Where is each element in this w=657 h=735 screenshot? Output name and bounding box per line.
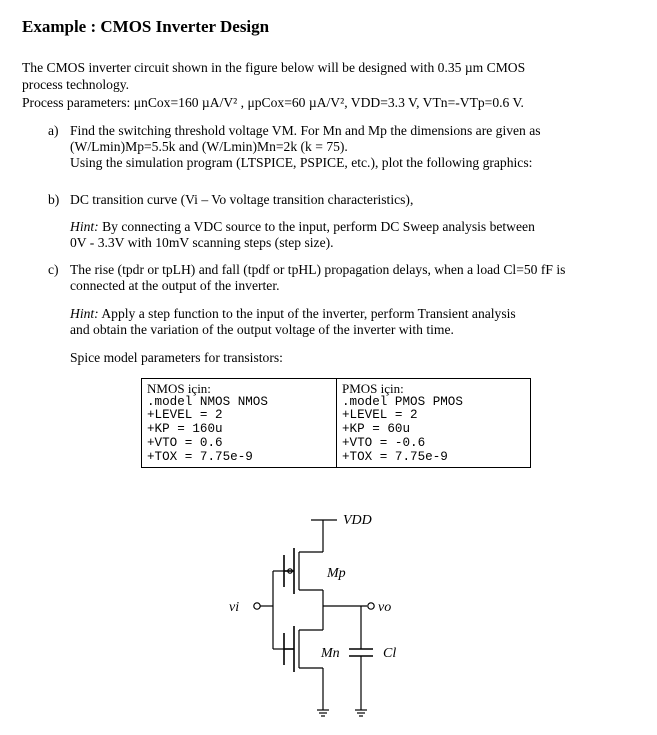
param-up-cox: μpCox=60 µA/V² <box>247 95 345 110</box>
nmos-model-line: .model NMOS NMOS <box>147 394 268 409</box>
intro-text-1: The CMOS inverter circuit shown in the figure below will be designed with 0.35 µm CMOS <box>22 60 526 75</box>
ground-symbol-nmos <box>317 710 329 716</box>
item-c-label: c) <box>48 262 59 277</box>
pmos-model-line: +TOX = 7.75e-9 <box>342 449 448 464</box>
pmos-model-line: +KP = 60u <box>342 422 411 437</box>
pmos-model-head: PMOS için: <box>342 381 404 396</box>
param-un-cox: μnCox=160 µA/V² <box>133 95 238 110</box>
ground-symbol-cap <box>355 710 367 716</box>
param-vt: VTn=-VTp=0.6 V. <box>422 95 524 110</box>
vo-label: vo <box>378 600 392 615</box>
pmos-model-line: .model PMOS PMOS <box>342 394 463 409</box>
nmos-model-head: NMOS için: <box>147 381 211 396</box>
param-vdd: VDD=3.3 V <box>350 95 417 110</box>
item-b-line-1: DC transition curve (Vi – Vo voltage transition characteristics), <box>70 192 414 207</box>
vdd-label: VDD <box>343 513 372 528</box>
nmos-transistor <box>284 626 323 672</box>
pmos-transistor <box>284 548 323 594</box>
item-a-line-2: (W/Lmin)Mp=5.5k and (W/Lmin)Mn=2k (k = 75). <box>70 139 348 154</box>
process-parameters: Process parameters: μnCox=160 µA/V² , μpCox=60 µA/V², VDD=3.3 V, VTn=-VTp=0.6 V. <box>22 95 524 110</box>
cl-label: Cl <box>383 646 397 661</box>
item-b-label: b) <box>48 192 60 207</box>
spice-line: Spice model parameters for transistors: <box>70 350 283 365</box>
process-label: Process parameters: <box>22 95 134 110</box>
item-a-line-1: Find the switching threshold voltage VM. For Mn and Mp the dimensions are given as <box>70 123 541 138</box>
nmos-model-line: +VTO = 0.6 <box>147 435 223 450</box>
item-c-hint-label: Hint: <box>70 306 99 321</box>
item-c-hint-line-1: Apply a step function to the input of the inverter, perform Transient analysis <box>98 306 516 321</box>
item-a-label: a) <box>48 123 59 138</box>
page-title: Example : CMOS Inverter Design <box>22 17 270 36</box>
mn-label: Mn <box>321 646 340 661</box>
pmos-model-line: +LEVEL = 2 <box>342 408 418 423</box>
nmos-model-line: +LEVEL = 2 <box>147 408 223 423</box>
item-a-line-3: Using the simulation program (LTSPICE, PSPICE, etc.), plot the following graphics: <box>70 155 533 170</box>
vi-label: vi <box>229 600 240 615</box>
load-capacitor <box>349 649 373 710</box>
item-c-hint-line-2: and obtain the variation of the output voltage of the inverter with time. <box>70 322 454 337</box>
item-c-line-2: connected at the output of the inverter. <box>70 278 280 293</box>
mp-label: Mp <box>327 566 346 581</box>
item-b-hint-line-1: By connecting a VDC source to the input, perform DC Sweep analysis between <box>98 219 535 234</box>
intro-text-2: process technology. <box>22 77 130 92</box>
input-terminal <box>254 603 260 609</box>
output-terminal <box>368 603 374 609</box>
nmos-model-line: +TOX = 7.75e-9 <box>147 449 253 464</box>
pmos-model-line: +VTO = -0.6 <box>342 435 426 450</box>
item-c-line-1: The rise (tpdr or tpLH) and fall (tpdf or tpHL) propagation delays, when a load Cl=50 fF is <box>70 262 566 277</box>
nmos-model-line: +KP = 160u <box>147 422 223 437</box>
item-b-hint-label: Hint: <box>70 219 99 234</box>
item-b-hint-line-2: 0V - 3.3V with 10mV scanning steps (step size). <box>70 235 334 250</box>
